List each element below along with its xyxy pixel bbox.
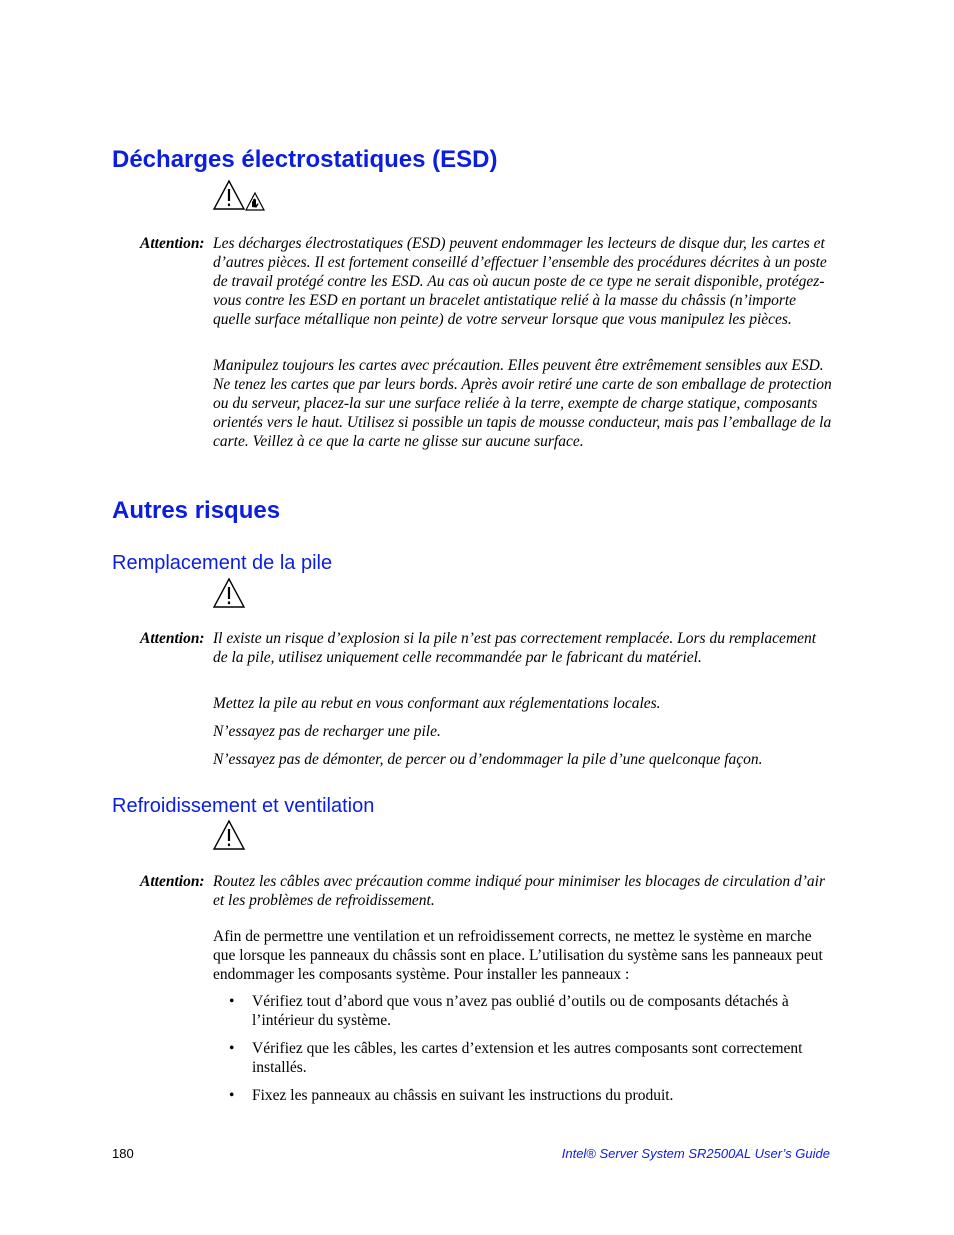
pile-warning-paragraph: Il existe un risque d’explosion si la pile n’est pas correctement remplacée. Lors du remplacement de la pile, utilisez uniquement celle recommandée par le fabricant du matériel. — [213, 630, 817, 666]
footer-guide-title: Intel® Server System SR2500AL User’s Guide — [561, 1146, 830, 1161]
attention-label: Attention: — [140, 630, 205, 647]
section-title-autres-risques: Autres risques — [112, 497, 281, 524]
pile-recharge-paragraph: N’essayez pas de recharger une pile. — [213, 723, 441, 740]
list-item: Vérifiez que les câbles, les cartes d’extension et les autres composants sont correctement installés. — [252, 1040, 803, 1076]
refroid-body-paragraph: Afin de permettre une ventilation et un refroidissement corrects, ne mettez le système en marche que lorsque les panneaux du châssis sont en place. L’utilisation du système sans les panneaux peut endommager les composants système. Pour installer les panneaux : — [213, 928, 823, 983]
section-title-esd: Décharges électrostatiques (ESD) — [112, 146, 498, 173]
attention-label: Attention: — [140, 873, 205, 890]
list-item: Fixez les panneaux au châssis en suivant les instructions du produit. — [252, 1087, 674, 1104]
subsection-title-refroidissement: Refroidissement et ventilation — [112, 795, 375, 817]
bullet-marker: • — [229, 993, 235, 1010]
esd-hand-icon — [245, 192, 265, 211]
attention-label: Attention: — [140, 235, 205, 252]
bullet-marker: • — [229, 1040, 235, 1057]
list-item: Vérifiez tout d’abord que vous n’avez pas oublié d’outils ou de composants détachés à l’intérieur du système. — [252, 993, 789, 1029]
warning-triangle-icon — [212, 577, 246, 609]
esd-warning-paragraph: Les décharges électrostatiques (ESD) peuvent endommager les lecteurs de disque dur, les cartes et d’autres pièces. Il est fortement conseillé d’effectuer l’ensemble des procédures décrites à un poste de travail protégé contre les ESD. Au cas où aucun poste de ce type ne serait disponible, protégez-vous contre les ESD en portant un bracelet antistatique relié à la masse du châssis (n’importe quelle surface métallique non peinte) de votre serveur lorsque que vous manipulez les pièces. — [213, 235, 827, 328]
pile-disposal-paragraph: Mettez la pile au rebut en vous conformant aux réglementations locales. — [213, 695, 661, 712]
bullet-marker: • — [229, 1087, 235, 1104]
pile-damage-paragraph: N’essayez pas de démonter, de percer ou d’endommager la pile d’une quelconque façon. — [213, 751, 763, 768]
refroid-warning-paragraph: Routez les câbles avec précaution comme indiqué pour minimiser les blocages de circulation d’air et les problèmes de refroidissement. — [213, 873, 825, 909]
esd-handling-paragraph: Manipulez toujours les cartes avec précaution. Elles peuvent être extrêmement sensibles aux ESD. Ne tenez les cartes que par leurs bords. Après avoir retiré une carte de son emballage de protection ou du serveur, placez-la sur une surface reliée à la terre, exempte de charge statique, composants orientés vers le haut. Utilisez si possible un tapis de mousse conducteur, mais pas l’emballage de la carte. Veillez à ce que la carte ne glisse sur aucune surface. — [213, 357, 832, 450]
subsection-title-pile: Remplacement de la pile — [112, 552, 333, 574]
page-number: 180 — [112, 1146, 134, 1161]
warning-triangle-icon — [212, 179, 246, 211]
warning-triangle-icon — [212, 819, 246, 851]
